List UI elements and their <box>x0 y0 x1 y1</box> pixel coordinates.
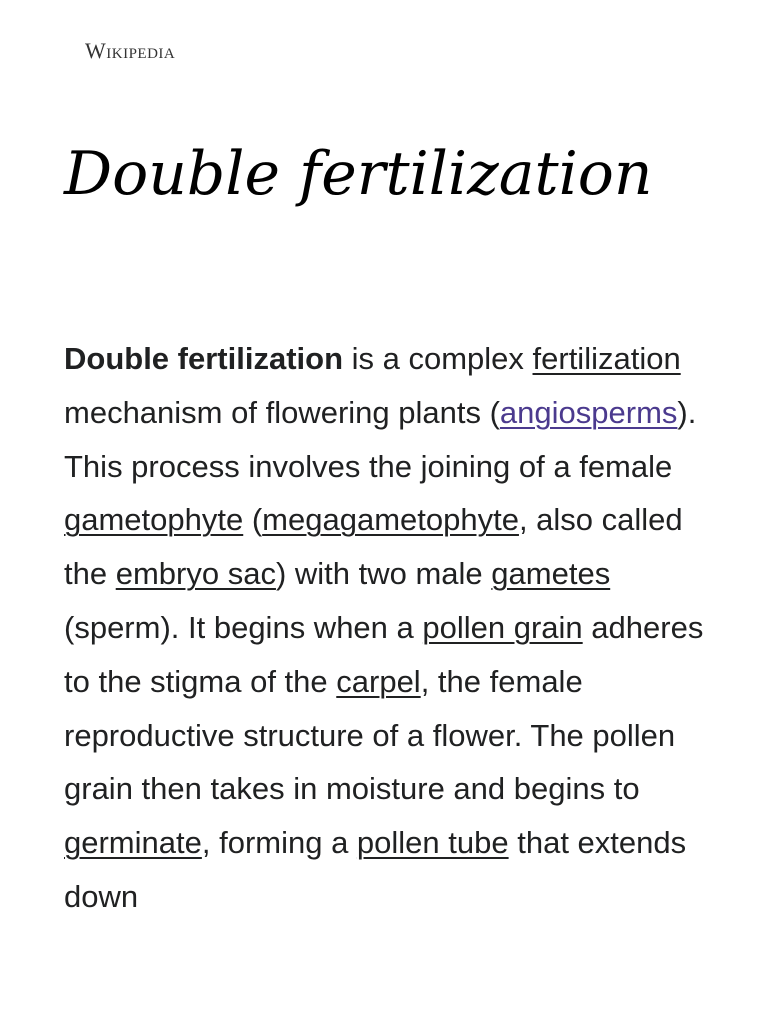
text-run: ( <box>243 502 263 538</box>
link-megagametophyte[interactable]: megagametophyte <box>262 502 519 538</box>
text-run: ). This process involves the joining of a female <box>64 394 697 484</box>
article-lead-paragraph <box>64 332 708 924</box>
text-run: mechanism of flowering plants ( <box>64 394 500 430</box>
bold-term: Double fertilization <box>64 341 343 376</box>
text-run: , forming a <box>201 825 357 861</box>
link-fertilization[interactable]: fertilization <box>532 341 681 376</box>
text-run: is a complex <box>343 341 533 376</box>
link-pollen-grain[interactable]: pollen grain <box>422 609 583 645</box>
link-embryo-sac[interactable]: embryo sac <box>115 556 276 592</box>
text-run: adheres to the stigma of the <box>64 609 704 699</box>
page-title: Double fertilization <box>64 139 653 209</box>
text-run: ) with two male <box>275 556 492 592</box>
text-run: , the female reproductive structure of a flower. The pollen grain then takes in moisture and begins to <box>64 663 676 807</box>
text-run: that extends down <box>64 825 687 914</box>
text-run: , also called the <box>64 502 683 592</box>
link-gametophyte[interactable]: gametophyte <box>64 502 244 538</box>
wikipedia-wordmark[interactable]: Wikipedia <box>85 38 176 63</box>
link-germinate[interactable]: germinate <box>64 825 202 861</box>
text-run: (sperm). It begins when a <box>64 609 423 645</box>
link-pollen-tube[interactable]: pollen tube <box>356 825 509 861</box>
link-angiosperms[interactable]: angiosperms <box>499 394 678 430</box>
link-carpel[interactable]: carpel <box>336 663 421 699</box>
link-gametes[interactable]: gametes <box>491 556 611 592</box>
